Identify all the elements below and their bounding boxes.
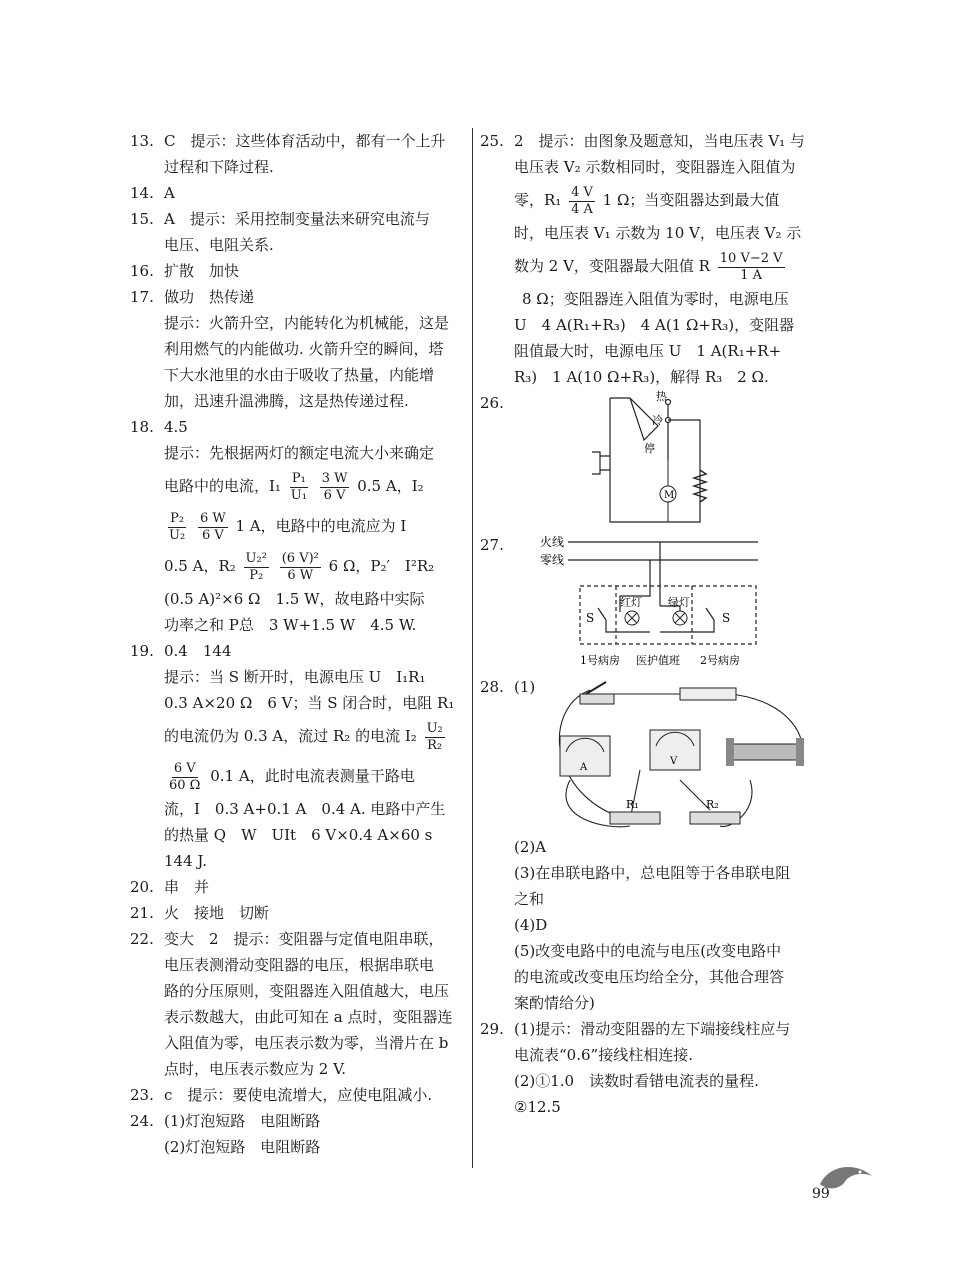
column-divider [472, 128, 473, 1168]
answer-line: 表示数越大，由此可知在 a 点时，变阻器连 [164, 1008, 453, 1026]
answer-number: 28. [480, 678, 504, 696]
answer-number: 22. [130, 930, 154, 948]
answer-line: (3)在串联电路中，总电阻等于各串联电阻 [514, 864, 791, 882]
room2-label: 2号病房 [700, 654, 740, 667]
answer-line: 变大 2 提示：变阻器与定值电阻串联， [164, 930, 444, 948]
answer-item [130, 180, 465, 206]
fraction: $\frac{4 V}{4 A}$ [571, 184, 593, 217]
answer-line: (1)提示：滑动变阻器的左下端接线柱应与 [514, 1020, 791, 1038]
answer-item [130, 900, 465, 926]
answer-line: 电压、电阻关系. [164, 236, 274, 254]
answer-line: C 提示：这些体育活动中，都有一个上升 [164, 132, 446, 150]
voltmeter-label: V [670, 756, 678, 767]
answer-item [130, 1108, 465, 1160]
answer-line: (2)①1.0 读数时看错电流表的量程. [514, 1072, 759, 1090]
green-lamp-icon [673, 611, 687, 625]
neutral-wire-label: 零线 [540, 553, 565, 567]
answer-line: 路的分压原则，变阻器连入阻值越大，电压 [164, 982, 450, 1000]
fraction: $\frac{\text{U₂}}{\text{R₂}}$ [426, 720, 443, 753]
answer-item [130, 874, 465, 900]
green-lamp-label: 绿灯 [668, 596, 690, 609]
fraction: $\frac{6 V}{60 \Omega}$ [169, 760, 201, 793]
answer-line: A 提示：采用控制变量法来研究电流与 [164, 210, 430, 228]
r2-label: R₂ [706, 798, 719, 811]
battery-icon [680, 688, 736, 700]
nurse-label: 医护值班 [636, 654, 680, 667]
ammeter-label: A [580, 762, 588, 773]
answer-line: 入阻值为零，电压表示数为零，当滑片在 b [164, 1034, 449, 1052]
answer-item [130, 1082, 465, 1108]
switch-label-right: S [722, 611, 731, 625]
answer-item [130, 284, 465, 414]
answer-line: 电流表“0.6”接线柱相连接. [514, 1046, 693, 1064]
red-lamp-label: 红灯 [620, 596, 642, 609]
answer-number: 15. [130, 210, 154, 228]
rheostat-icon [726, 738, 804, 766]
answer-number: 19. [130, 642, 154, 660]
answer-line: 点时，电压表示数应为 2 V. [164, 1060, 347, 1078]
voltmeter-icon [650, 730, 700, 770]
answer-number: 26. [480, 394, 504, 412]
r1-label: R₁ [626, 798, 639, 811]
switch-label-left: S [586, 611, 595, 625]
page-number: 99 [812, 1186, 830, 1202]
answer-item [130, 128, 465, 180]
fraction: $\frac{\text{P₁}}{\text{U₁}}$ [290, 470, 307, 503]
answer-line: 火 接地 切断 [164, 904, 270, 922]
answer-line: 提示：火箭升空，内能转化为机械能，这是 [164, 314, 450, 332]
fraction: $\frac{\text{U₂²}}{\text{P₂}}$ [245, 550, 267, 583]
answer-line: (5)改变电路中的电流与电压(改变电路中 [514, 942, 782, 960]
fraction: $\frac{\text{(6 V)²}}{6 W}$ [281, 550, 319, 583]
hot-label: 热 [656, 390, 667, 403]
answer-26 [480, 390, 820, 532]
cold-label: 冷 [652, 414, 663, 427]
stop-label: 停 [644, 442, 655, 455]
fraction: $\frac{10 V-2 V}{1 A}$ [719, 250, 783, 283]
resistor-r1-icon [610, 798, 660, 824]
switch-icon [580, 682, 614, 704]
answer-number: 20. [130, 878, 154, 896]
answer-27 [480, 532, 820, 674]
answer-item [130, 258, 465, 284]
right-column [480, 128, 820, 1120]
answer-item [130, 926, 465, 1082]
answer-number: 13. [130, 132, 154, 150]
answer-line: 下大水池里的水由于吸收了热量，内能增 [164, 366, 435, 384]
answer-line: 串 并 [164, 878, 210, 896]
experiment-circuit-drawing [530, 680, 820, 830]
answer-number: 21. [130, 904, 154, 922]
fraction: $\frac{6 W}{6 V}$ [199, 510, 226, 543]
answer-line: (2)A [514, 838, 547, 856]
motor-label: M [664, 490, 675, 501]
ward-call-circuit-diagram [510, 532, 760, 674]
fraction: $\frac{\text{P₂}}{\text{U₂}}$ [169, 510, 186, 543]
answer-line: ②12.5 [514, 1098, 561, 1116]
answer-number: 18. [130, 418, 154, 436]
answer-line: 利用燃气的内能做功. 火箭升空的瞬间，塔 [164, 340, 444, 358]
answer-line: 加，迅速升温沸腾，这是热传递过程. [164, 392, 409, 410]
room1-label: 1号病房 [580, 654, 620, 667]
answer-number: 24. [130, 1112, 154, 1130]
answer-line: 的电流或改变电压均给全分，其他合理答 [514, 968, 785, 986]
red-lamp-icon [625, 611, 639, 625]
answer-line: (2)灯泡短路 电阻断路 [164, 1138, 321, 1156]
answer-number: 14. [130, 184, 154, 202]
answer-number: 29. [480, 1020, 504, 1038]
answer-line: 电压表测滑动变阻器的电压，根据串联电 [164, 956, 435, 974]
answer-line: c 提示：要使电流增大，应使电阻减小. [164, 1086, 433, 1104]
answer-line: (1)灯泡短路 电阻断路 [164, 1112, 321, 1130]
answer-29 [480, 1016, 820, 1120]
answer-number: 17. [130, 288, 154, 306]
fraction: $\frac{3 W}{6 V}$ [321, 470, 348, 503]
answer-line: 做功 热传递 [164, 288, 255, 306]
answer-line: 扩散 加快 [164, 262, 240, 280]
ammeter-icon [560, 736, 610, 776]
answer-18: 18. 4.5 提示：先根据两灯的额定电流大小来确定 电路中的电流，I₁ $\frac{\text{P₁}}{\text{U₁}}$ $\frac{3 W}{6 V}$ 0.5 A，I₂ $\frac{\text{P₂}}{\text{U₂}}$ $\frac{6 W}{6 V}$ 1 A，电路中的电流应为 I 0.5 A，R₂ $\frac{\text{U₂²}}{\text{P₂}}$ $\frac{\text{(6 V)²}}{6 W}$ 6 Ω，P₂′ I²R₂ (0.5 A)²×6 Ω 1.5 W，故电路中实际 功率之和 P总 3 W+1.5 W 4.5 W. [130, 414, 465, 638]
answer-line: A [164, 184, 175, 202]
answer-line: 之和 [514, 890, 545, 908]
answer-28: 28. (1) A V R₁ R₂ (2)A (3)在串联电路中，总电阻等于各串联电阻 之和 (4)D (5)改变电路中的电流与电压(改变电路中 的电流或改变电压均给全分，其他合理答 案酌情给分) [480, 674, 820, 1016]
live-wire-label: 火线 [540, 535, 565, 549]
answer-item [130, 206, 465, 258]
left-column [130, 128, 465, 1160]
answer-number: 25. [480, 132, 504, 150]
hair-dryer-circuit-diagram [560, 390, 720, 532]
answer-line: (4)D [514, 916, 548, 934]
answer-25: 25. 2 提示：由图象及题意知，当电压表 V₁ 与 电压表 V₂ 示数相同时，变阻器连入阻值为 零，R₁ $\frac{4 V}{4 A}$ 1 Ω；当变阻器达到最大值 时，电压表 V₁ 示数为 10 V，电压表 V₂ 示 数为 2 V，变阻器最大阻值 R $\frac{10 V-2 V}{1 A}$ 8 Ω；变阻器连入阻值为零时，电源电压 U 4 A(R₁+R₃) 4 A(1 Ω+R₃)，变阻器 阻值最大时，电源电压 U 1 A(R₁+R+ R₃) 1 A(10 Ω+R₃)，解得 R₃ 2 Ω. [480, 128, 820, 390]
answer-number: 27. [480, 536, 504, 554]
resistor-r2-icon [690, 798, 740, 824]
answer-line: 案酌情给分) [514, 994, 595, 1012]
answer-number: 16. [130, 262, 154, 280]
answer-number: 23. [130, 1086, 154, 1104]
answer-line: 过程和下降过程. [164, 158, 274, 176]
answer-19: 19. 0.4 144 提示：当 S 断开时，电源电压 U I₁R₁ 0.3 A×20 Ω 6 V；当 S 闭合时，电阻 R₁ 的电流仍为 0.3 A，流过 R₂ 的电流 I₂ $\frac{\text{U₂}}{\text{R₂}}$ $\frac{6 V}{60 \Omega}$ 0.1 A，此时电流表测量干路电 流，I 0.3 A+0.1 A 0.4 A. 电路中产生 的热量 Q W UIt 6 V×0.4 A×60 s 144 J. [130, 638, 465, 874]
